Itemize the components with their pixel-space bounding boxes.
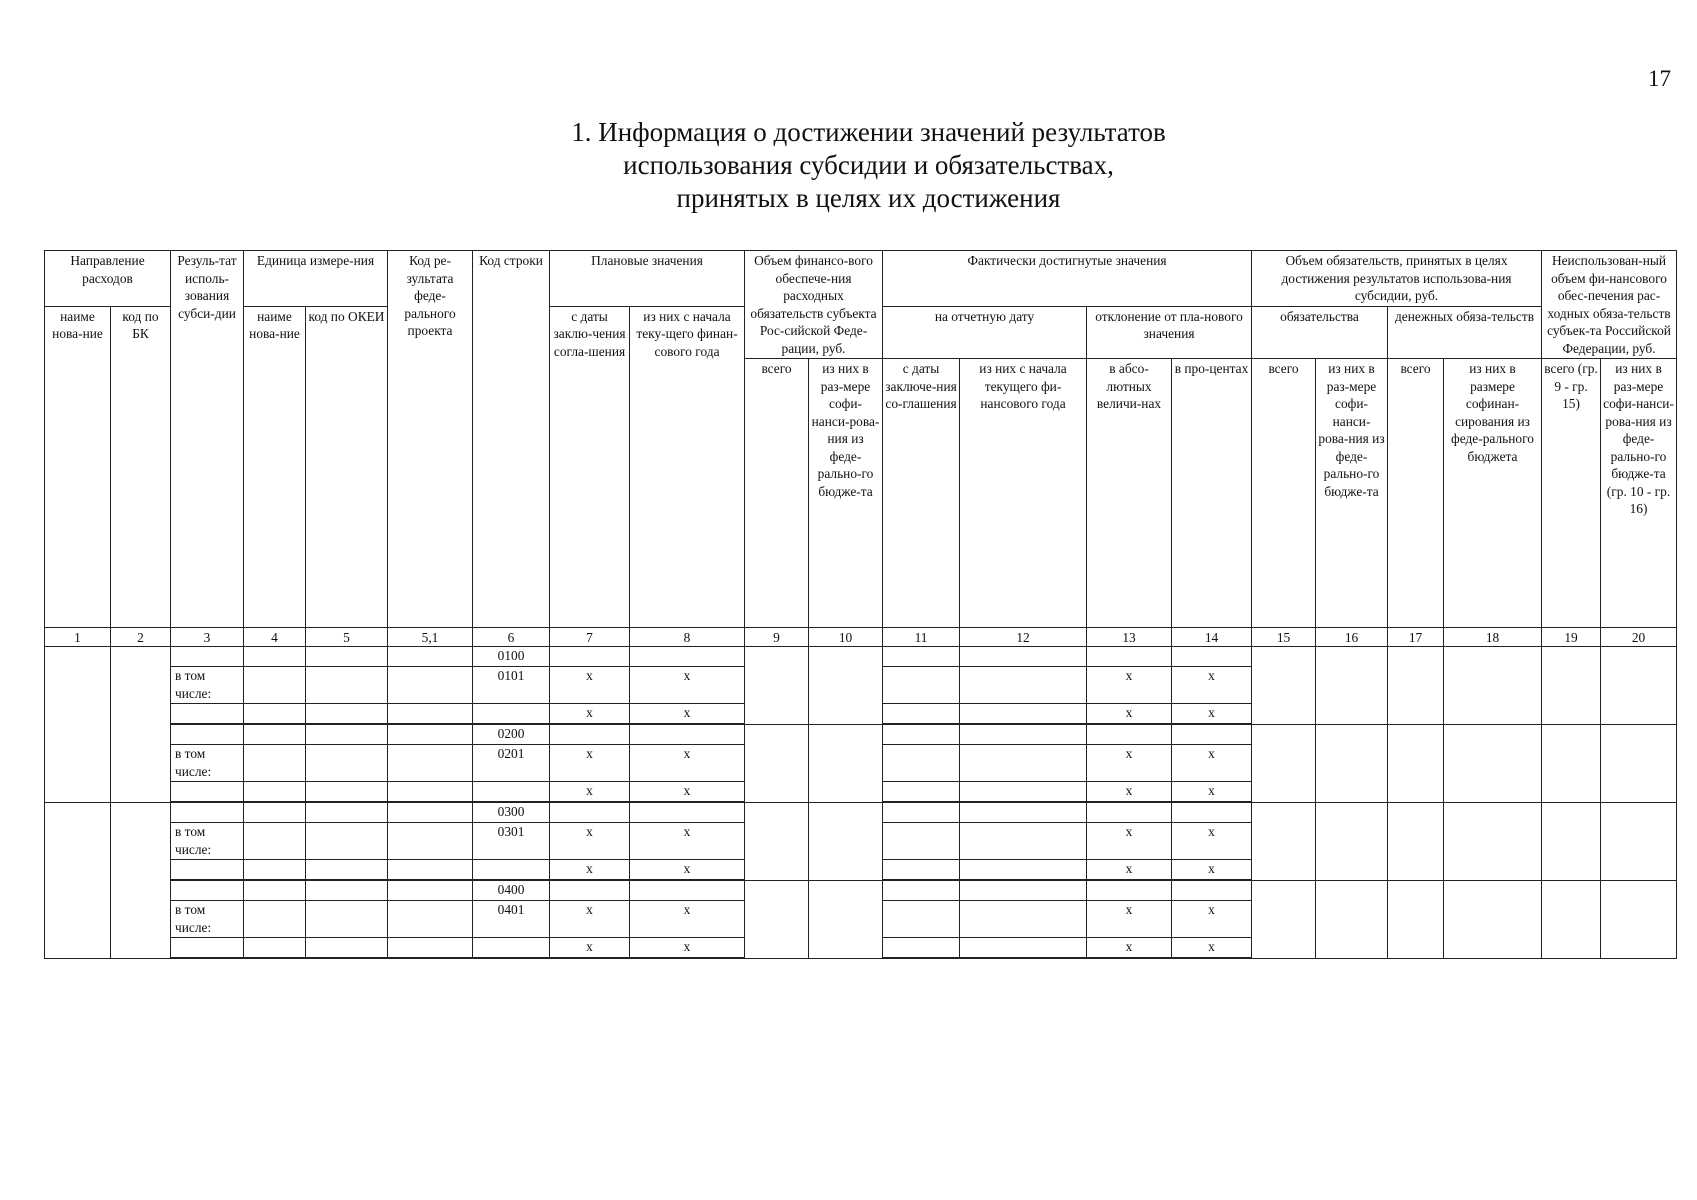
cell [244, 901, 306, 938]
cell [883, 725, 960, 745]
cell [244, 881, 306, 901]
cell-naimenovanie [45, 803, 111, 959]
column-number: 5,1 [388, 628, 473, 647]
cell-v-tom-chisle: в том числе: [171, 667, 244, 704]
cell [1388, 647, 1444, 725]
cell [960, 938, 1087, 958]
header-kod-rezultata: Код ре-зультата феде-рального проекта [388, 251, 473, 628]
cell [306, 725, 388, 745]
cell-mark: x [630, 860, 745, 880]
cell [171, 647, 244, 667]
cell [1542, 725, 1601, 803]
cell [388, 901, 473, 938]
title-line: 1. Информация о достижении значений результатов [571, 117, 1166, 147]
column-number: 1 [45, 628, 111, 647]
header-napravlenie: Направление расходов [45, 251, 171, 307]
cell [1087, 725, 1172, 745]
header-planovye: Плановые значения [550, 251, 745, 307]
cell [473, 958, 550, 959]
row-code: 0201 [473, 745, 550, 782]
cell-mark: x [630, 823, 745, 860]
header-fakt-iz-nih: из них с начала текущего фи-нансового года [960, 359, 1087, 628]
header-neispolzovannyi: Неиспользован-ный объем фи-нансового обес-печения рас-ходных обяза-тельств субъек-та Российской Федерации, руб. [1542, 251, 1677, 359]
column-number: 7 [550, 628, 630, 647]
title-line: использования субсидии и обязательствах, [623, 150, 1114, 180]
column-number: 14 [1172, 628, 1252, 647]
header-kod-bk: код по БК [111, 306, 171, 628]
cell [171, 725, 244, 745]
cell [883, 782, 960, 802]
cell [1444, 881, 1542, 959]
cell [244, 667, 306, 704]
cell [388, 725, 473, 745]
cell [630, 881, 745, 901]
cell [1316, 725, 1388, 803]
cell [1252, 725, 1316, 803]
cell [1316, 803, 1388, 881]
cell [306, 823, 388, 860]
cell [306, 782, 388, 802]
cell [1601, 881, 1677, 959]
cell [1542, 803, 1601, 881]
header-iz-nih-18: из них в размере софинан-сирования из феде-рального бюджета [1444, 359, 1542, 628]
cell [388, 823, 473, 860]
cell [960, 667, 1087, 704]
cell [244, 803, 306, 823]
cell [883, 881, 960, 901]
cell [306, 803, 388, 823]
cell [1601, 725, 1677, 803]
header-iz-nih-10: из них в раз-мере софи-нанси-рова-ния из феде-рально-го бюдже-та [809, 359, 883, 628]
cell [1252, 881, 1316, 959]
cell [630, 725, 745, 745]
row-code: 0400 [473, 881, 550, 901]
cell [1444, 647, 1542, 725]
cell [388, 745, 473, 782]
cell [244, 704, 306, 724]
column-number: 8 [630, 628, 745, 647]
row-code: 0200 [473, 725, 550, 745]
header-kod-okei: код по ОКЕИ [306, 306, 388, 628]
row-code: 0100 [473, 647, 550, 667]
header-denezhnye: денежных обяза-тельств [1388, 306, 1542, 359]
cell [1601, 647, 1677, 725]
cell-mark: x [550, 745, 630, 782]
header-v-procentah: в про-центах [1172, 359, 1252, 628]
cell [388, 881, 473, 901]
header-v-absolyutnyh: в абсо-лютных величи-нах [1087, 359, 1172, 628]
cell [171, 958, 244, 959]
cell-mark: x [550, 901, 630, 938]
header-plan-iz-nih: из них с начала теку-щего финан-сового года [630, 306, 745, 628]
cell-v-tom-chisle: в том числе: [171, 745, 244, 782]
cell [306, 667, 388, 704]
cell [883, 958, 960, 959]
cell [1388, 803, 1444, 881]
cell [388, 704, 473, 724]
cell [244, 958, 306, 959]
column-number: 20 [1601, 628, 1677, 647]
cell-mark: x [1172, 823, 1252, 860]
cell [1172, 958, 1252, 959]
cell [1444, 725, 1542, 803]
header-vsego-17: всего [1388, 359, 1444, 628]
cell [960, 704, 1087, 724]
cell [306, 958, 388, 959]
cell [745, 647, 809, 725]
header-vsego-9: всего [745, 359, 809, 628]
cell [809, 647, 883, 725]
cell-mark: x [1087, 901, 1172, 938]
cell-mark: x [1172, 860, 1252, 880]
cell [1087, 647, 1172, 667]
cell [306, 938, 388, 958]
cell-mark: x [630, 704, 745, 724]
cell [1542, 881, 1601, 959]
row-code: 0301 [473, 823, 550, 860]
cell [809, 803, 883, 881]
cell [473, 938, 550, 958]
cell-mark: x [1172, 938, 1252, 958]
table-row [45, 803, 1677, 823]
cell [388, 667, 473, 704]
page-number: 17 [1648, 66, 1671, 91]
cell-mark: x [630, 745, 745, 782]
column-number-row [45, 628, 1677, 647]
cell-mark: x [1172, 745, 1252, 782]
cell [473, 860, 550, 880]
cell [1444, 803, 1542, 881]
cell [883, 803, 960, 823]
column-number: 12 [960, 628, 1087, 647]
cell-mark: x [1172, 667, 1252, 704]
cell-mark: x [1087, 667, 1172, 704]
column-number: 2 [111, 628, 171, 647]
cell [550, 881, 630, 901]
cell [388, 782, 473, 802]
cell [883, 704, 960, 724]
header-obyazatelstva: обязательства [1252, 306, 1388, 359]
cell [745, 725, 809, 803]
cell [1172, 803, 1252, 823]
cell-v-tom-chisle: в том числе: [171, 823, 244, 860]
cell [883, 823, 960, 860]
cell-kod-bk [111, 803, 171, 959]
cell [171, 860, 244, 880]
cell [960, 823, 1087, 860]
cell-mark: x [550, 782, 630, 802]
cell [244, 782, 306, 802]
cell [306, 647, 388, 667]
cell [960, 881, 1087, 901]
cell-naimenovanie [45, 647, 111, 803]
column-number: 17 [1388, 628, 1444, 647]
cell [1388, 881, 1444, 959]
cell [244, 823, 306, 860]
cell-mark: x [550, 823, 630, 860]
header-plan-s-daty: с даты заклю-чения согла-шения [550, 306, 630, 628]
cell [1172, 725, 1252, 745]
cell-mark: x [1087, 860, 1172, 880]
column-number: 13 [1087, 628, 1172, 647]
cell [960, 647, 1087, 667]
cell [630, 958, 745, 959]
cell [960, 901, 1087, 938]
cell-mark: x [550, 938, 630, 958]
column-number: 9 [745, 628, 809, 647]
cell-mark: x [1087, 823, 1172, 860]
row-code: 0300 [473, 803, 550, 823]
cell [960, 860, 1087, 880]
cell-mark: x [630, 782, 745, 802]
cell-mark: x [630, 667, 745, 704]
cell-mark: x [1172, 901, 1252, 938]
header-otklonenie: отклонение от пла-нового значения [1087, 306, 1252, 359]
cell-mark: x [1172, 704, 1252, 724]
cell [244, 745, 306, 782]
cell [550, 958, 630, 959]
cell [1087, 958, 1172, 959]
column-number: 18 [1444, 628, 1542, 647]
cell [388, 803, 473, 823]
column-number: 3 [171, 628, 244, 647]
header-obem-fin: Объем финансо-вого обеспече-ния расходных обязательств субъекта Рос-сийской Феде-рации, руб. [745, 251, 883, 359]
cell [244, 860, 306, 880]
cell [1388, 725, 1444, 803]
header-kod-stroki: Код строки [473, 251, 550, 628]
header-edinica: Единица измере-ния [244, 251, 388, 307]
cell-mark: x [1087, 782, 1172, 802]
cell-mark: x [550, 860, 630, 880]
cell [244, 725, 306, 745]
table-row [45, 647, 1677, 667]
header-naimenovanie: наиме нова-ние [45, 306, 111, 628]
cell [388, 647, 473, 667]
table-row [45, 725, 1677, 745]
cell [883, 938, 960, 958]
column-number: 19 [1542, 628, 1601, 647]
cell [171, 938, 244, 958]
column-number: 16 [1316, 628, 1388, 647]
column-number: 15 [1252, 628, 1316, 647]
row-code: 0401 [473, 901, 550, 938]
header-fakticheski: Фактически достигнутые значения [883, 251, 1252, 307]
cell [630, 803, 745, 823]
cell [1252, 803, 1316, 881]
cell [388, 860, 473, 880]
cell [1087, 881, 1172, 901]
cell [171, 881, 244, 901]
cell [306, 860, 388, 880]
cell [550, 725, 630, 745]
cell-mark: x [1087, 704, 1172, 724]
cell [306, 881, 388, 901]
cell [883, 901, 960, 938]
cell-mark: x [550, 704, 630, 724]
results-table [44, 250, 1677, 959]
cell [1316, 647, 1388, 725]
cell [306, 901, 388, 938]
header-edinica-naim: наиме нова-ние [244, 306, 306, 628]
header-iz-nih-20: из них в раз-мере софи-нанси-рова-ния из феде-рально-го бюдже-та (гр. 10 - гр. 16) [1601, 359, 1677, 628]
cell-mark: x [1172, 782, 1252, 802]
header-obem-obyaz: Объем обязательств, принятых в целях достижения результатов использова-ния субсидии, руб. [1252, 251, 1542, 307]
cell [171, 803, 244, 823]
cell-mark: x [550, 667, 630, 704]
header-vsego-19: всего (гр. 9 - гр. 15) [1542, 359, 1601, 628]
cell [883, 745, 960, 782]
cell [171, 704, 244, 724]
cell [960, 803, 1087, 823]
cell [809, 725, 883, 803]
cell [745, 881, 809, 959]
cell-mark: x [630, 901, 745, 938]
cell-v-tom-chisle: в том числе: [171, 901, 244, 938]
cell [960, 725, 1087, 745]
column-number: 5 [306, 628, 388, 647]
cell-mark: x [630, 938, 745, 958]
cell-mark: x [1087, 938, 1172, 958]
column-number: 11 [883, 628, 960, 647]
cell [809, 881, 883, 959]
cell [1172, 881, 1252, 901]
cell [388, 938, 473, 958]
row-code: 0101 [473, 667, 550, 704]
cell [244, 647, 306, 667]
column-number: 6 [473, 628, 550, 647]
cell [960, 958, 1087, 959]
cell [306, 745, 388, 782]
cell [244, 938, 306, 958]
cell [630, 647, 745, 667]
title-line: принятых в целях их достижения [676, 183, 1061, 213]
cell [1601, 803, 1677, 881]
cell [473, 704, 550, 724]
cell [1542, 647, 1601, 725]
cell [1316, 881, 1388, 959]
cell [550, 647, 630, 667]
cell [1252, 647, 1316, 725]
cell [473, 782, 550, 802]
header-vsego-15: всего [1252, 359, 1316, 628]
cell [960, 745, 1087, 782]
table-row [45, 881, 1677, 901]
cell [388, 958, 473, 959]
cell [960, 782, 1087, 802]
cell-kod-bk [111, 647, 171, 803]
cell-mark: x [1087, 745, 1172, 782]
header-iz-nih-16: из них в раз-мере софи-нанси-рова-ния из феде-рально-го бюдже-та [1316, 359, 1388, 628]
header-fakt-s-daty: с даты заключе-ния со-глашения [883, 359, 960, 628]
document-title [0, 116, 1697, 215]
cell [883, 647, 960, 667]
cell [1172, 647, 1252, 667]
column-number: 4 [244, 628, 306, 647]
cell [1087, 803, 1172, 823]
header-na-otchetnuyu: на отчетную дату [883, 306, 1087, 359]
cell [883, 860, 960, 880]
cell [171, 782, 244, 802]
column-number: 10 [809, 628, 883, 647]
header-row [45, 251, 1677, 307]
cell [883, 667, 960, 704]
cell [745, 803, 809, 881]
header-rezultat: Резуль-тат исполь-зования субси-дии [171, 251, 244, 628]
cell [550, 803, 630, 823]
cell [306, 704, 388, 724]
